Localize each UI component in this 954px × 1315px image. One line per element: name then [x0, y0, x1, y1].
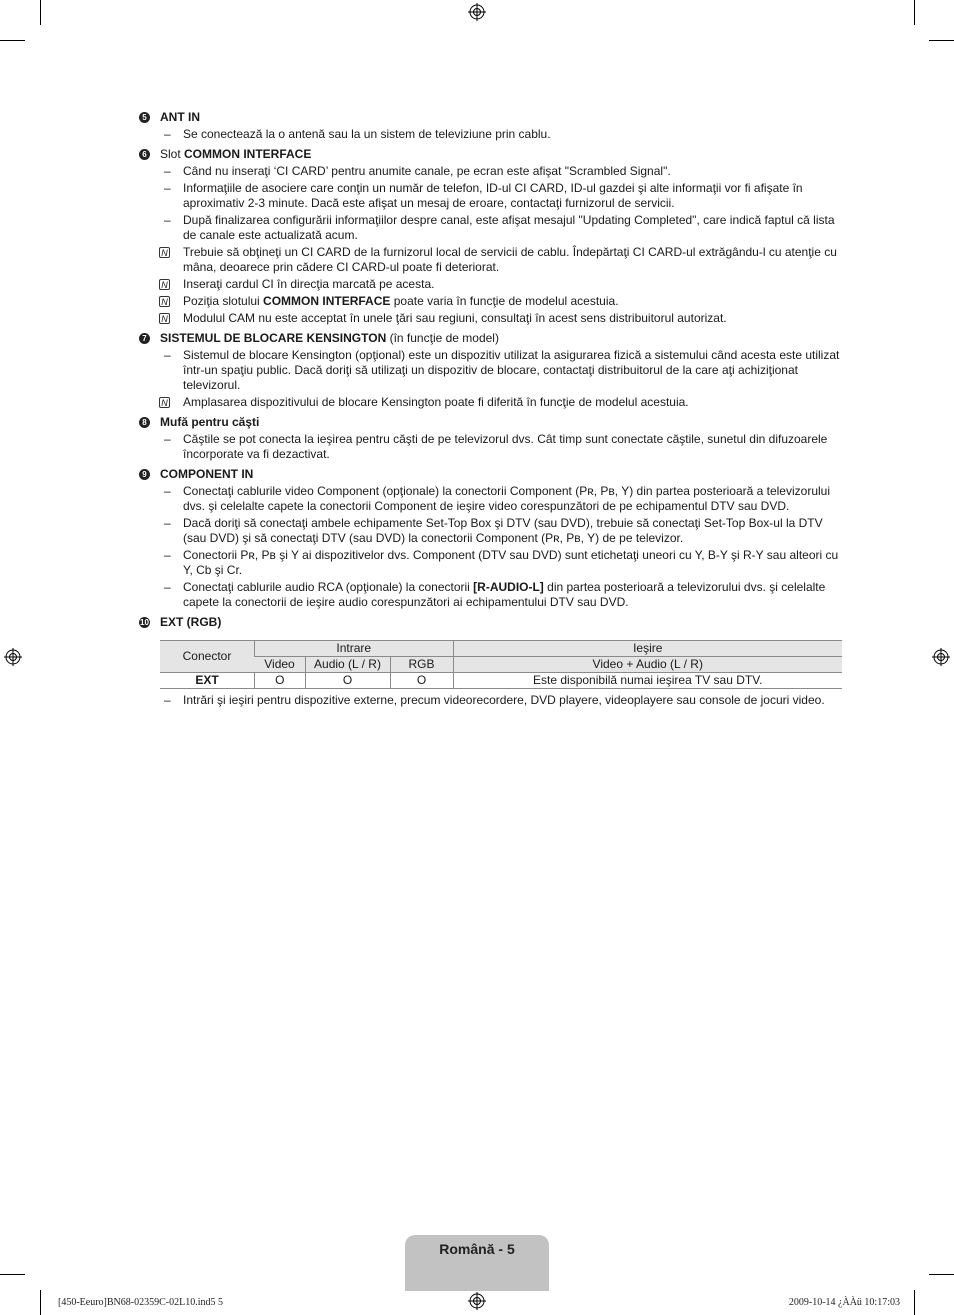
section-title: Mufă pentru căşti: [160, 415, 260, 429]
connector-sections: [139, 110, 844, 630]
table-row-name: EXT: [160, 673, 255, 689]
section-number-badge: 5: [139, 112, 150, 123]
section-title: EXT (RGB): [160, 615, 222, 629]
list-item: [139, 693, 844, 708]
item-text-bold: COMMON INTERFACE: [263, 294, 391, 308]
note-icon: N: [159, 247, 170, 258]
note-item: [139, 245, 844, 275]
item-text: Sistemul de blocare Kensington (opţional) este un dispozitiv utilizat la asigurarea fizică a sistemului când acesta este utilizat într-un spaţiu public. Dacă doriţi să utilizaţi un dispozitiv de blocare, contactaţi distribuitorul de la care aţi achiziţionat televizorul.: [183, 348, 840, 392]
item-text: După finalizarea configurării informaţiilor despre canal, este afişat mesajul "Updating Completed", care indică faptul că lista de canale este actualizată acum.: [183, 213, 835, 242]
registration-mark-icon: [4, 648, 22, 666]
note-item: [139, 311, 844, 326]
item-text: Conectaţi cablurile audio RCA (opţionale) la conectorii: [183, 580, 474, 594]
section-prefix: Slot: [160, 147, 185, 161]
dash-bullet: –: [164, 164, 171, 178]
dash-bullet: –: [164, 127, 171, 141]
section-heading-ext-rgb: [139, 615, 844, 630]
item-text: Conectaţi cablurile video Component (opţionale) la conectorii Component (Pʀ, Pʙ, Y) din partea posterioară a televizorului dvs. şi celelalte capete la conectorii Component de ieşire video corespunzători de pe echipamentul DTV sau DVD.: [183, 484, 830, 513]
section-title: ANT IN: [160, 110, 200, 124]
dash-bullet: –: [164, 580, 171, 594]
section-heading-common-interface: [139, 147, 844, 162]
list-item: [139, 213, 844, 243]
note-icon: N: [159, 296, 170, 307]
list-item: [139, 484, 844, 514]
dash-bullet: –: [164, 484, 171, 498]
item-text: Inseraţi cardul CI în direcţia marcată pe acesta.: [183, 277, 435, 291]
list-item: [139, 181, 844, 211]
dash-bullet: –: [164, 348, 171, 362]
list-item: [139, 164, 844, 179]
table-cell-output: Este disponibilă numai ieşirea TV sau DTV.: [453, 673, 842, 689]
dash-bullet: –: [164, 516, 171, 530]
item-text: Conectorii Pʀ, Pʙ şi Y ai dispozitivelor dvs. Component (DTV sau DVD) sunt etichetaţi uneori cu Y, B-Y şi R-Y sau alteori cu Y, Cb şi Cr.: [183, 548, 839, 577]
dash-bullet: –: [164, 693, 171, 707]
section-heading-component-in: [139, 467, 844, 482]
item-text: Intrări şi ieşiri pentru dispozitive externe, precum videorecordere, DVD playere, videoplayere sau console de jocuri video.: [183, 693, 825, 707]
section-title: COMPONENT IN: [160, 467, 254, 481]
item-text: Amplasarea dispozitivului de blocare Kensington poate fi diferită în funcţie de modelul acestuia.: [183, 395, 689, 409]
item-text: Informaţiile de asociere care conţin un număr de telefon, ID-ul CI CARD, ID-ul gazdei şi alte informaţii vor fi afişate în aproximativ 2-3 minute. Dacă este afişat un mesaj de eroare, contactaţi furnizorul de servicii.: [183, 181, 803, 210]
manual-content: [139, 108, 844, 708]
page-label: Română - 5: [439, 1241, 515, 1257]
table-video-header: Video: [255, 657, 306, 673]
table-corner-header: Conector: [160, 641, 255, 673]
section-title: COMMON INTERFACE: [184, 147, 312, 161]
section-number-badge: 9: [139, 469, 150, 480]
item-text: Dacă doriţi să conectaţi ambele echipamente Set-Top Box şi DTV (sau DVD), trebuie să conectaţi Set-Top Box-ul la DTV (sau DVD) şi să conectaţi DTV (sau DVD) la conectorii Component (Pʀ, Pʙ, Y) de pe televizor.: [183, 516, 823, 545]
section-title: SISTEMUL DE BLOCARE KENSINGTON: [160, 331, 387, 345]
section-heading-ant-in: [139, 110, 844, 125]
dash-bullet: –: [164, 432, 171, 446]
print-slug-right: 2009-10-14 ¿ÀÀü 10:17:03: [788, 1297, 900, 1308]
table-rgb-header: RGB: [390, 657, 453, 673]
crop-mark: [914, 1290, 915, 1315]
print-slug-left: [450-Eeuro]BN68-02359C-02L10.ind5 5: [58, 1297, 223, 1308]
section-heading-headphones: [139, 415, 844, 430]
item-text: Se conectează la o antenă sau la un sistem de televiziune prin cablu.: [183, 127, 551, 141]
table-output-subheader: Video + Audio (L / R): [453, 657, 842, 673]
note-item: [139, 395, 844, 410]
crop-mark: [914, 0, 915, 25]
table-output-header: Ieşire: [453, 641, 842, 657]
item-text: Modulul CAM nu este acceptat în unele ţări sau regiuni, consultaţi în acest sens distribuitorul autorizat.: [183, 311, 727, 325]
note-icon: N: [159, 279, 170, 290]
section-number-badge: 10: [140, 618, 149, 627]
page-number-tab: [405, 1235, 549, 1291]
crop-mark: [40, 1290, 41, 1315]
table-input-header: Intrare: [255, 641, 454, 657]
note-icon: N: [159, 313, 170, 324]
note-icon: N: [159, 397, 170, 408]
section-suffix: (în funcţie de model): [386, 331, 499, 345]
note-item: [139, 294, 844, 309]
list-item: [139, 580, 844, 610]
list-item: [139, 516, 844, 546]
item-text-bold: [R-AUDIO-L]: [473, 580, 544, 594]
crop-mark: [40, 0, 41, 25]
item-text: Poziţia slotului: [183, 294, 264, 308]
crop-mark: [0, 40, 25, 41]
list-item: [139, 432, 844, 462]
list-item: [139, 548, 844, 578]
table-audio-header: Audio (L / R): [305, 657, 390, 673]
table-cell-rgb: O: [390, 673, 453, 689]
dash-bullet: –: [164, 213, 171, 227]
registration-mark-icon: [468, 1292, 486, 1310]
dash-bullet: –: [164, 548, 171, 562]
section-number-badge: 6: [139, 149, 150, 160]
note-item: [139, 277, 844, 292]
section-heading-kensington: [139, 331, 844, 346]
table-cell-audio: O: [305, 673, 390, 689]
item-text: Când nu inseraţi ‘CI CARD’ pentru anumite canale, pe ecran este afişat "Scrambled Signal".: [183, 164, 671, 178]
item-text: din partea posterioară a televizorului dvs. şi celelalte capete la conectorii de ieşire audio corespunzători ai echipamentului DTV sau DVD.: [183, 580, 826, 609]
section-number-badge: 7: [139, 333, 150, 344]
table-cell-video: O: [255, 673, 306, 689]
registration-mark-icon: [468, 3, 486, 21]
list-item: [139, 348, 844, 393]
dash-bullet: –: [164, 181, 171, 195]
item-text: Căştile se pot conecta la ieşirea pentru căşti de pe televizorul dvs. Cât timp sunt conectate căştile, sunetul din difuzoarele încorporate va fi dezactivat.: [183, 432, 828, 461]
registration-mark-icon: [932, 648, 950, 666]
crop-mark: [929, 40, 954, 41]
crop-mark: [929, 1274, 954, 1275]
list-item: [139, 127, 844, 142]
section-number-badge: 8: [139, 417, 150, 428]
item-text: poate varia în funcţie de modelul acestuia.: [390, 294, 619, 308]
item-text: Trebuie să obţineţi un CI CARD de la furnizorul local de servicii de cablu. Îndepărtaţi CI CARD-ul extrăgându-l cu atenţie cu mâna, deoarece prin cădere CI CARD-ul poate fi deteriorat.: [183, 245, 837, 274]
crop-mark: [0, 1274, 25, 1275]
ext-rgb-table: [160, 640, 842, 689]
